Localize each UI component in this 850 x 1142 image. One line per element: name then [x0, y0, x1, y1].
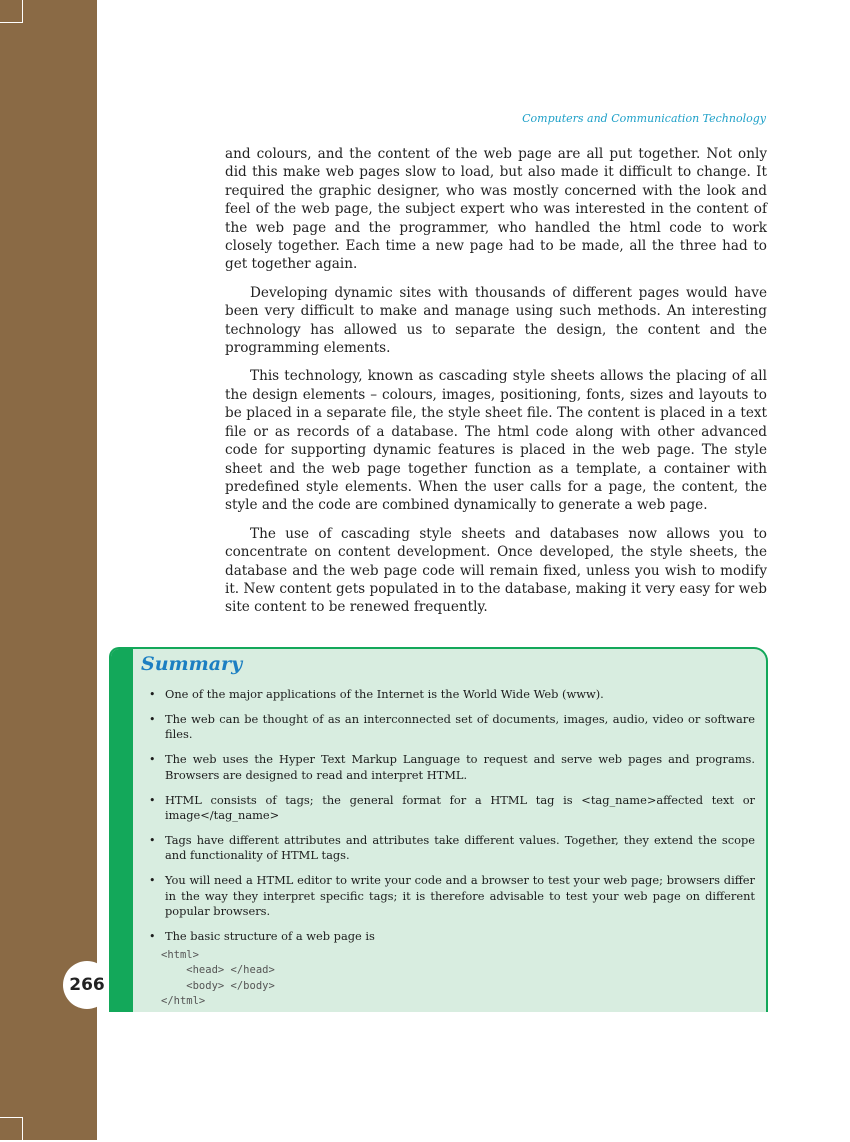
summary-item [149, 833, 755, 864]
bullet-icon: • [149, 793, 156, 807]
bullet-icon: • [149, 753, 156, 767]
summary-item-text: Tags have different attributes and attributes take different values. Together, they extend the scope and functionality of HTML tags. [165, 832, 755, 863]
summary-item [149, 712, 755, 743]
summary-item-text: The basic structure of a web page is [165, 928, 375, 943]
html-code-sample: <html> <head> </head> <body> </body> </html> [161, 949, 275, 1007]
summary-list [149, 687, 755, 954]
summary-item-text: You will need a HTML editor to write your code and a browser to test your web page; browsers differ in the way they interpret specific tags; it is therefore advisable to test your web page on different popular browsers. [165, 873, 755, 918]
paragraph: The use of cascading style sheets and databases now allows you to concentrate on content development. Once developed, the style sheets, the database and the web page code will remain fixed, unless you wish to modify it. New content gets populated in to the database, making it very easy for web site content to be renewed frequently. [225, 525, 767, 616]
bullet-icon: • [149, 688, 156, 701]
summary-item-text: The web uses the Hyper Text Markup Language to request and serve web pages and programs. Browsers are designed to read and interpret HTML. [165, 752, 755, 782]
paragraph: Developing dynamic sites with thousands of different pages would have been very difficult to make and manage using such methods. An interesting technology has allowed us to separate the design, the content and the programming elements. [225, 284, 767, 357]
summary-title: Summary [141, 653, 243, 675]
bullet-icon: • [149, 929, 156, 943]
summary-accent-bar [111, 649, 133, 1012]
paragraph: This technology, known as cascading style sheets allows the placing of all the design elements – colours, images, positioning, fonts, sizes and layouts to be placed in a separate file, the style sheet file. The content is placed in a text file or as records of a database. The html code along with other advanced code for supporting dynamic features is placed in the web page. The style sheet and the web page together function as a template, a container with predefined style elements. When the user calls for a page, the content, the style and the code are combined dynamically to generate a web page. [225, 368, 767, 514]
bullet-icon: • [149, 833, 156, 847]
bullet-icon: • [149, 874, 156, 888]
summary-item [149, 752, 755, 783]
body-text [225, 145, 767, 627]
crop-mark-bottom [0, 1117, 23, 1142]
summary-item-text: The web can be thought of as an interconnected set of documents, images, audio, video or software files. [165, 711, 755, 742]
paragraph: and colours, and the content of the web page are all put together. Not only did this make web pages slow to load, but also made it difficult to change. It required the graphic designer, who was mostly concerned with the look and feel of the web page, the subject expert who was interested in the content of the web page and the programmer, who handled the html code to work closely together. Each time a new page had to be made, all the three had to get together again. [225, 146, 767, 273]
summary-item-text: HTML consists of tags; the general format for a HTML tag is <tag_name>affected text or image</tag_name> [165, 792, 755, 822]
summary-item-text: One of the major applications of the Internet is the World Wide Web (www). [165, 687, 604, 701]
summary-item [149, 873, 755, 919]
running-head: Computers and Communication Technology [522, 112, 766, 125]
summary-box [109, 647, 768, 1012]
summary-item [149, 687, 755, 702]
page-number: 266 [63, 961, 111, 1009]
summary-item [149, 793, 755, 824]
summary-item [149, 929, 755, 944]
bullet-icon: • [149, 712, 156, 726]
crop-mark-top [0, 0, 23, 23]
